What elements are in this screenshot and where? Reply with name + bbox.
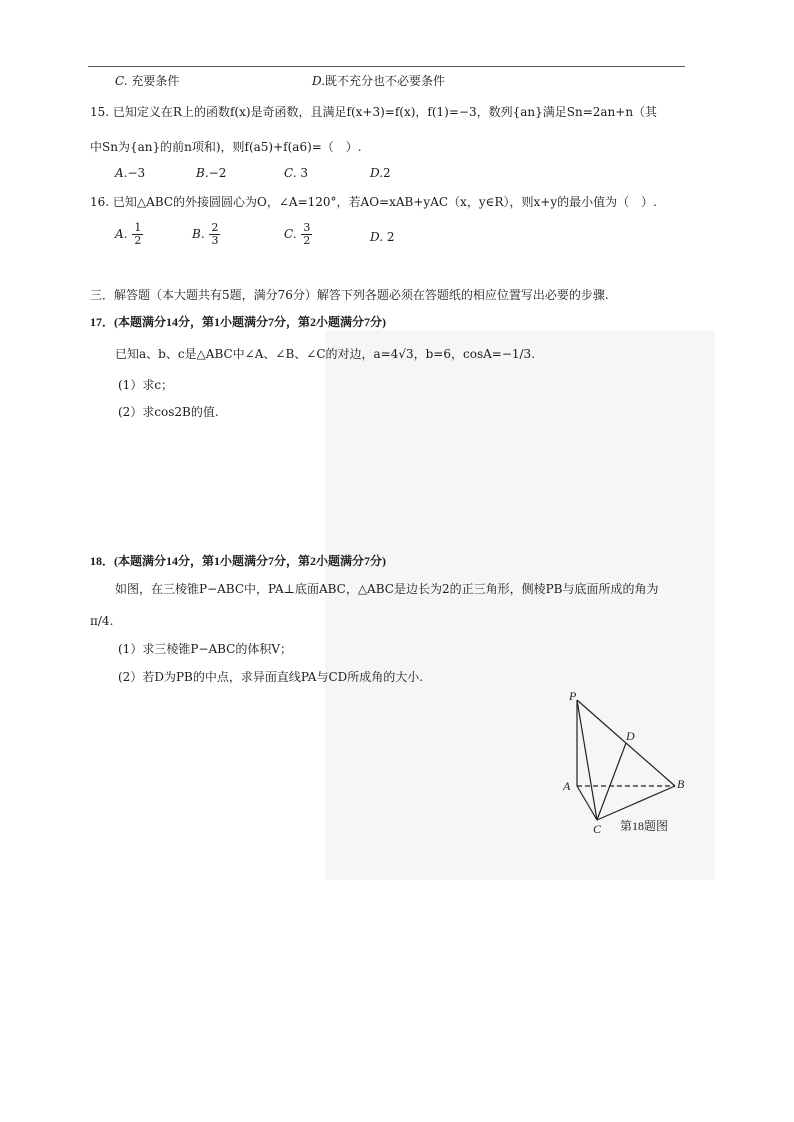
q16-option-a-den: 2 — [134, 234, 142, 247]
q15-option-a — [115, 164, 145, 182]
q16-option-d-value: 2 — [386, 230, 395, 244]
q15-option-b-value: −2 — [208, 166, 227, 180]
q16-option-d — [370, 228, 394, 246]
q15-option-d-value: 2 — [383, 166, 391, 180]
q15-option-b — [196, 164, 226, 182]
q16-option-c-num: 3 — [303, 221, 311, 234]
q16-option-b — [192, 222, 221, 247]
q14-option-c-text: 充要条件 — [131, 74, 180, 88]
q16-option-c-fraction — [301, 222, 312, 247]
q15-option-b-letter: B. — [196, 166, 209, 180]
q14-option-c — [115, 72, 179, 90]
q17-part1-text: (1）求c； — [118, 378, 174, 392]
q14-option-d-text: 既不充分也不必要条件 — [325, 74, 446, 88]
q15-option-a-value: −3 — [127, 166, 146, 180]
q16-option-c-letter: C. — [284, 227, 297, 241]
q16-option-a-letter: A. — [115, 227, 128, 241]
edge-CB — [597, 786, 675, 820]
q17-stem — [115, 345, 535, 363]
q16-option-a-fraction — [132, 222, 143, 247]
q16-line1 — [90, 193, 657, 211]
q18-header — [90, 552, 386, 570]
q16-option-d-letter: D. — [370, 230, 384, 244]
q15-option-a-letter: A. — [115, 166, 128, 180]
q17-part2 — [118, 403, 219, 421]
figure-caption: 第18题图 — [620, 819, 669, 833]
q16-option-a — [115, 222, 144, 247]
q18-stem — [115, 580, 658, 598]
q18-stem-end-text: π/4. — [90, 614, 114, 628]
q16-option-c — [284, 222, 313, 247]
q16-text-line1: 已知△ABC的外接圆圆心为O，∠A=120°，若AO=xAB+yAC（x，y∈R），则x+y的最小值为（ ）. — [112, 195, 657, 209]
q18-part2-text: (2）若D为PB的中点，求异面直线PA与CD所成角的大小. — [118, 670, 424, 684]
header-rule — [88, 66, 685, 67]
q17-header-text: 17．(本题满分14分，第1小题满分7分，第2小题满分7分) — [90, 315, 386, 329]
q18-stem-end — [90, 612, 113, 630]
q15-line2 — [90, 138, 362, 156]
q15-option-d — [370, 164, 391, 182]
q18-pyramid-figure — [540, 690, 710, 840]
q15-number: 15. — [90, 105, 110, 119]
q15-text-line1: 已知定义在R上的函数f(x)是奇函数，且满足f(x+3)=f(x)，f(1)=−3，数列{an}满足Sn=2an+n（其 — [112, 105, 658, 119]
q15-option-c-value: 3 — [300, 166, 309, 180]
q15-option-c — [284, 164, 308, 182]
q14-option-d — [312, 72, 445, 90]
q14-option-c-letter: C. — [115, 74, 128, 88]
q15-option-d-letter: D. — [370, 166, 384, 180]
q18-header-text: 18．(本题满分14分，第1小题满分7分，第2小题满分7分) — [90, 554, 386, 568]
q16-option-a-num: 1 — [134, 221, 142, 234]
q18-part1 — [118, 640, 292, 658]
q17-stem-text: 已知a、b、c是△ABC中∠A、∠B、∠C的对边，a=4√3，b=6，cosA=−1/3. — [115, 347, 536, 361]
q16-option-b-num: 2 — [211, 221, 219, 234]
q17-part1 — [118, 376, 173, 394]
q16-option-b-fraction — [209, 222, 220, 247]
section3-title — [90, 286, 609, 304]
q18-stem-text: 如图，在三棱锥P−ABC中，PA⊥底面ABC，△ABC是边长为2的正三角形，侧棱PB与底面所成的角为 — [115, 582, 659, 596]
label-A: A — [563, 779, 571, 793]
q18-part2 — [118, 668, 423, 686]
q15-text-line2: 中Sn为{an}的前n项和)，则f(a5)+f(a6)=（ ）. — [90, 140, 362, 154]
segment-CD — [597, 743, 626, 820]
q16-option-c-den: 2 — [303, 234, 311, 247]
section3-title-text: 三．解答题（本大题共有5题，满分76分）解答下列各题必须在答题纸的相应位置写出必要的步骤. — [90, 288, 609, 302]
label-B: B — [677, 777, 685, 791]
label-C: C — [593, 822, 602, 836]
q16-option-b-letter: B. — [192, 227, 205, 241]
q16-number: 16. — [90, 195, 110, 209]
q14-option-d-letter: D. — [312, 74, 326, 88]
q17-part2-text: (2）求cos2B的值. — [118, 405, 219, 419]
label-D: D — [626, 729, 635, 743]
q15-line1 — [90, 103, 657, 121]
label-P: P — [569, 690, 577, 703]
q15-option-c-letter: C. — [284, 166, 297, 180]
q18-part1-text: (1）求三棱锥P−ABC的体积V； — [118, 642, 293, 656]
q16-option-b-den: 3 — [211, 234, 219, 247]
q17-header — [90, 313, 386, 331]
